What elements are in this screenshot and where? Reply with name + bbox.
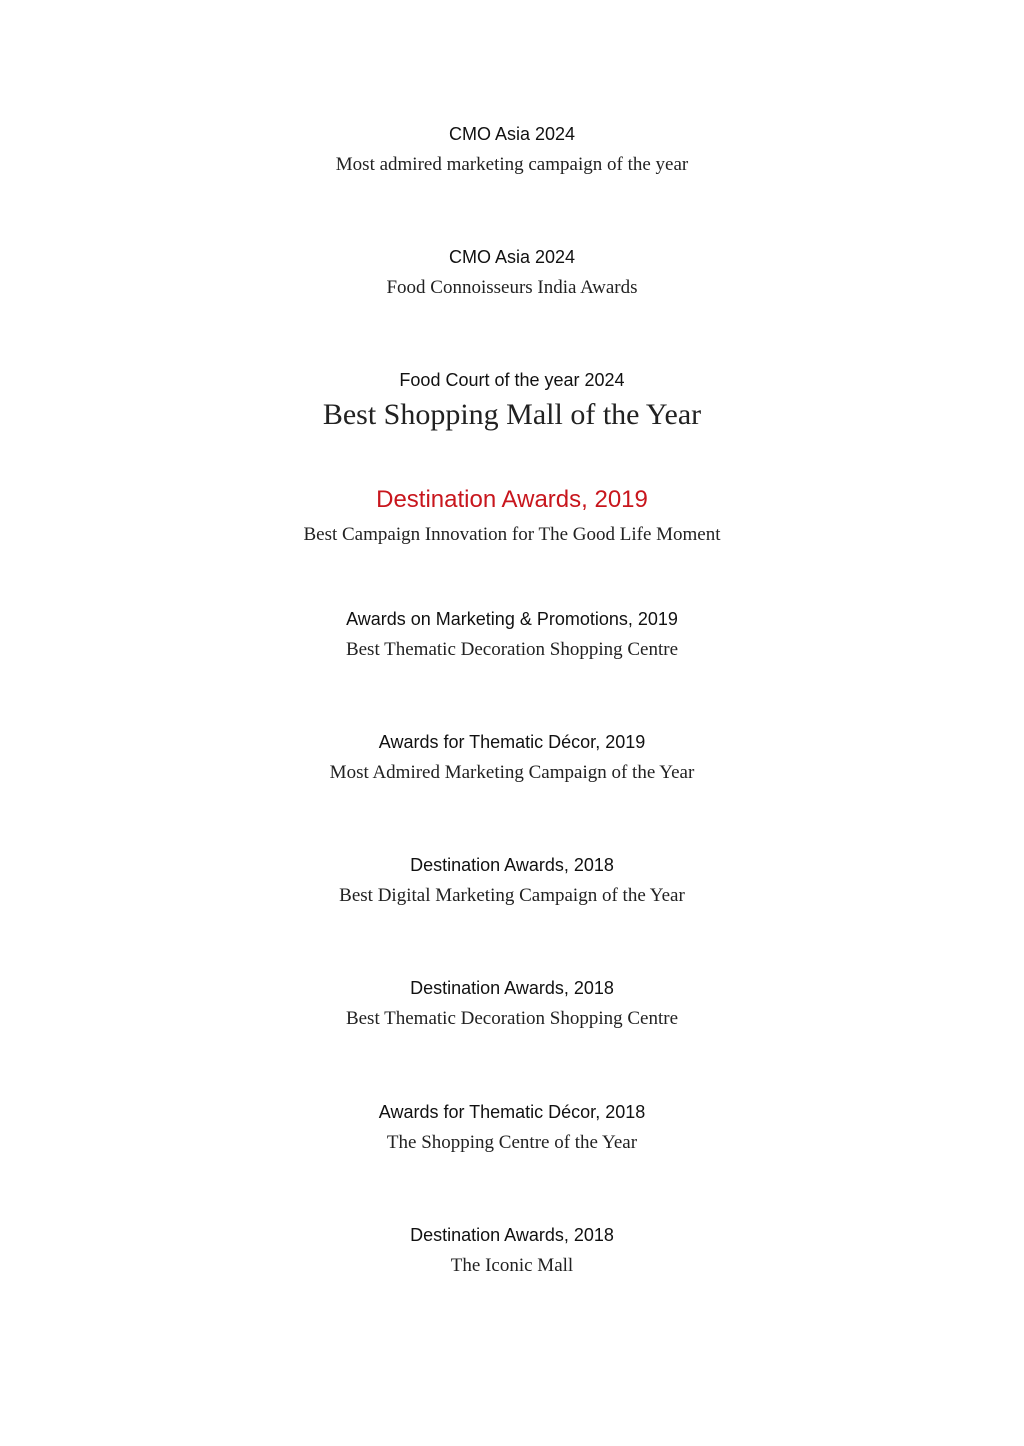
award-title: Awards for Thematic Décor, 2019 [378,731,646,752]
award-subtitle: Most Admired Marketing Campaign of the Year [329,761,695,783]
award-title: Awards on Marketing & Promotions, 2019 [346,608,678,629]
award-item [0,241,1024,364]
awards-list [0,118,1024,1342]
award-item [0,726,1024,849]
award-subtitle: Best Digital Marketing Campaign of the Year [339,885,685,907]
award-subtitle: Best Shopping Mall of the Year [322,398,702,432]
award-title: Awards for Thematic Décor, 2018 [378,1101,646,1122]
award-item [0,603,1024,726]
award-title: Food Court of the year 2024 [399,370,625,391]
award-subtitle: The Shopping Centre of the Year [386,1131,638,1153]
award-title: CMO Asia 2024 [448,247,576,268]
award-subtitle: The Iconic Mall [450,1254,574,1276]
award-subtitle: Best Thematic Decoration Shopping Centre [345,638,679,660]
award-item [0,1219,1024,1342]
award-title: Destination Awards, 2018 [410,1224,614,1245]
award-item [0,480,1024,603]
award-subtitle: Food Connoisseurs India Awards [386,277,638,299]
award-title: Destination Awards, 2018 [410,978,614,999]
award-title-highlighted: Destination Awards, 2019 [376,485,648,513]
award-item [0,849,1024,972]
award-subtitle: Most admired marketing campaign of the year [335,154,689,175]
award-title: Destination Awards, 2018 [410,855,614,876]
award-title: CMO Asia 2024 [448,124,576,144]
award-subtitle: Best Thematic Decoration Shopping Centre [345,1008,679,1030]
award-item [0,1096,1024,1219]
award-subtitle: Best Campaign Innovation for The Good Life Moment [303,523,721,545]
award-item [0,972,1024,1095]
award-item [0,364,1024,487]
award-item [0,118,1024,241]
